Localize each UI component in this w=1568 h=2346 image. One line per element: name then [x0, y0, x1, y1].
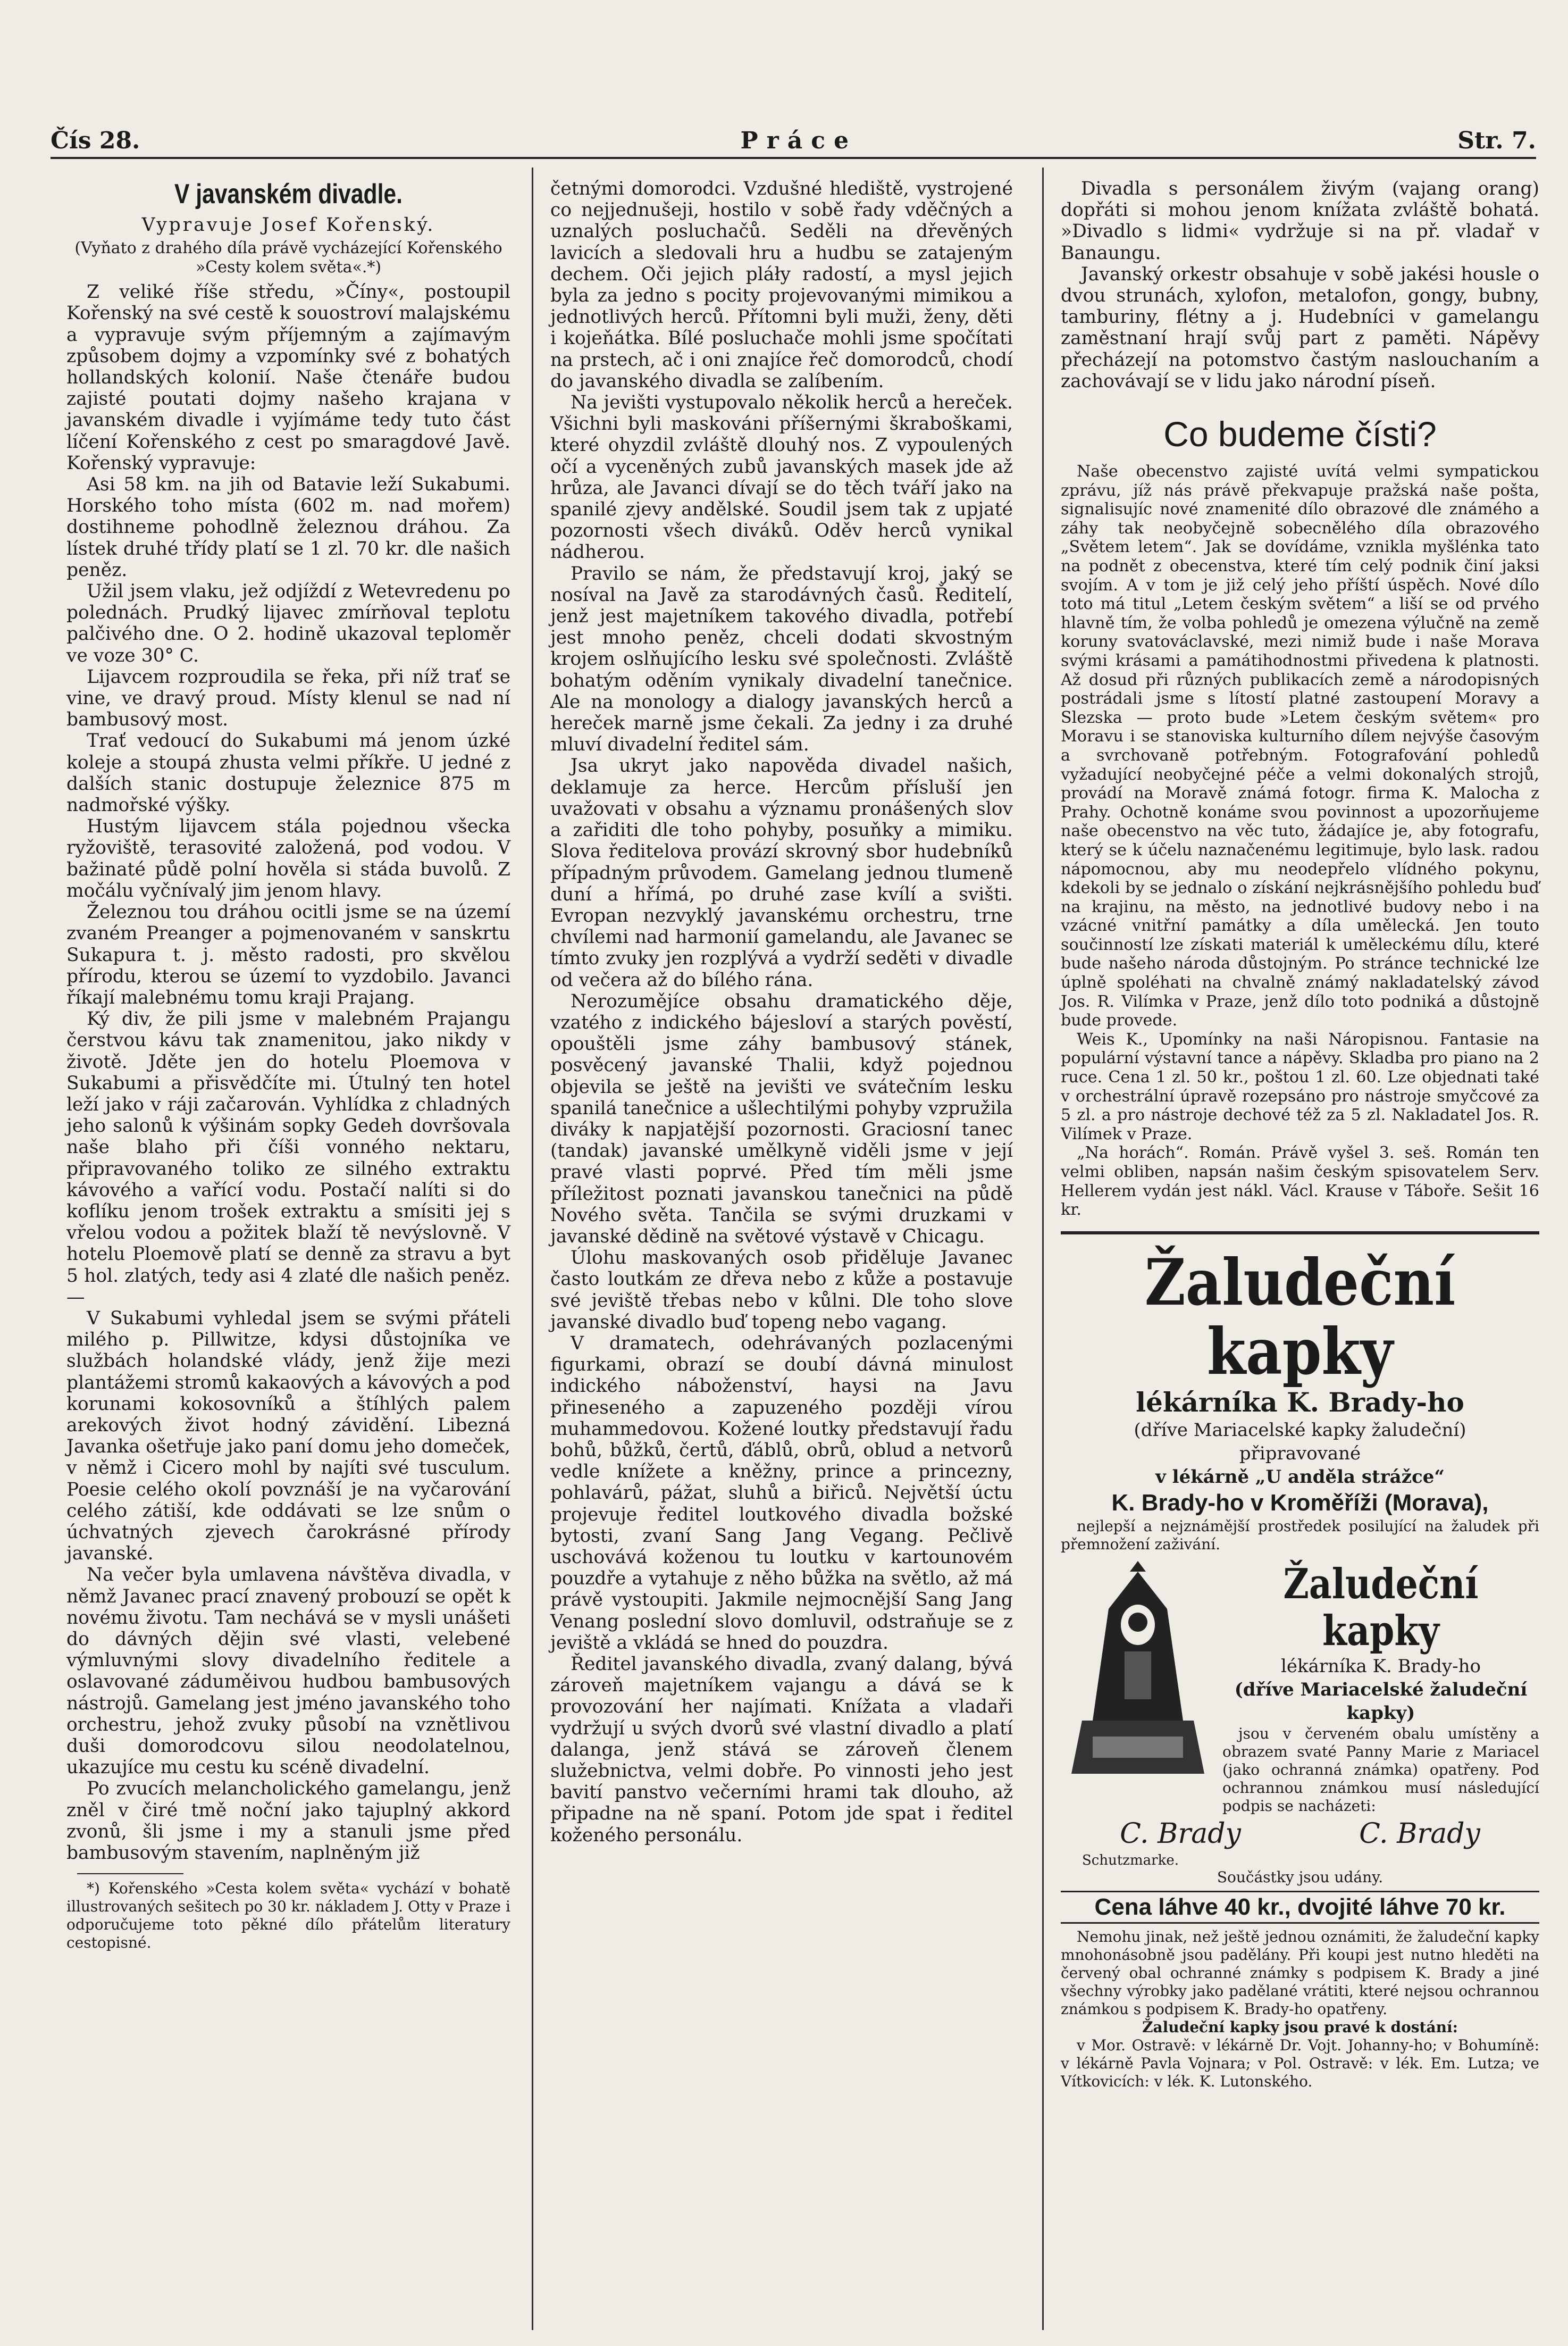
ad-schutzmarke: Schutzmarke.	[1082, 1852, 1179, 1868]
paragraph: Ký div, že pili jsme v malebném Prajangu čerstvou kávu tak znamenitou, jako nikdy v životě. Jděte jen do hotelu Ploemova v Sukabumi a přisvědčíte mi. Útulný ten hotel leží jako v ráji začarován. Vyhlídka z chladných jeho salonů k výšinám sopky Gedeh dovršovala naše blaho při číši vonného nektaru, připravovaného toliko ze silného extraktu kávového a vařící vodu. Postačí nalíti si do koflíku jenom trošek extraktu a smísiti jej s vřelou vodou a požitek blaží tě nevýslovně. V hotelu Ploemově platí se denně za stravu a byt 5 hol. zlatých, tedy asi 4 zlaté dle našich peněz. —	[66, 1008, 510, 1308]
column-2	[550, 178, 1013, 1846]
ad-product-text	[1222, 1561, 1539, 1815]
paragraph: Weis K., Upomínky na naši Náropisnou. Fantasie na populární výstavní tance a nápěvy. Skladba pro piano na 2 ruce. Cena 1 zl. 50 kr., poštou 1 zl. 60. Lze objednati také v orchestrální úpravě rozepsáno pro nástroje smyčcové za 5 zl. a pro nástroje dechové též za 5 zl. Nakladatel Jos. R. Vilímek v Praze.	[1061, 1030, 1539, 1143]
paragraph: Divadla s personálem živým (vajang orang) dopřáti si mohou jenom knížata zvláště bohatá. »Divadlo s lidmi« vydržuje si na př. vladař v Banaungu.	[1061, 178, 1539, 264]
signature-right: C. Brady	[1359, 1817, 1480, 1850]
footnote-rule	[77, 1873, 183, 1874]
paragraph: Železnou tou dráhou ocitli jsme se na území zvaném Preanger a pojmenovaném v sanskrtu Sukapura t. j. město radosti, pro skvělou přírodu, kterou se území to vyzdobilo. Javanci říkají malebnému tomu kraji Prajang.	[66, 901, 510, 1008]
paragraph: Úlohu maskovaných osob přiděluje Javanec často loutkám ze dřeva nebo z kůže a postavuje své jeviště třebas nebo v kůlni. Dle toho slove javanské divadlo buď topeng nebo vagang.	[550, 1247, 1013, 1333]
paragraph: Naše obecenstvo zajisté uvítá velmi sympatickou zprávu, jíž nás právě překvapuje pražská naše pošta, signalisujíc nové znamenité dílo obrazové dle známého a záhy tak neobyčejně sobecnělého díla obrazového „Světem letem“. Jak se dovídáme, vznikla myšlénka tato na podnět z obecenstva, které tím celý podnik činí jaksi svojím. A v tom je již celý jeho příští úspěch. Nové dílo toto má titul „Letem českým světem“ a liší se od prvého hlavně tím, že volba pohledů je omezena výlučně na země koruny svatováclavské, mezi nimiž bude i naše Morava svými krásami a památihodnostmi přivedena k platnosti. Až dosud při různých publikacích země a národopisných postrádali jsme s lítostí platné zastoupení Moravy a Slezska — proto bude »Letem českým světem« pro Moravu i se stanoviska kulturního dílem nejvýše časovým a svrchovaně potřebným. Fotografování pohledů vyžadující neobyčejné péče a velmi dokonalých strojů, provádí na Moravě známá fotogr. firma K. Malocha z Prahy. Ochotně konáme svou povinnost a upozorňujeme naše obecenstvo na věc tuto, žádajíce je, aby fotografu, který se k účelu naznačenému legitimuje, bylo lask. radou nápomocnou, aby mu neodepřelo vlídného pokynu, kdekoli by se jednalo o získání nejkrásnějšího pohledu buď na krajinu, na město, na jednotlivé budovy nebo i na vzácné vnitřní památky a díla umělecká. Jen touto součinností lze získati materiál k uměleckému dílu, které bude našeho národa důstojným. Po stránce technické lze úplně spoléhati na chvalně známý nakladatelský závod Jos. R. Vilímka v Praze, jenž dílo toto podniká a důstojně bude provede.	[1061, 462, 1539, 1030]
paragraph: četnými domorodci. Vzdušné hlediště, vystrojené co nejjednušeji, hostilo v sobě řady vděčných a uznalých posluchačů. Seděli na dřevěných lavicích a sledovali hru a hudbu se zatajeným dechem. Oči jejich pláły radostí, a mysl jejich byla za jedno s pocity projevovanými mimikou a jednotlivých herců. Přítomni byli muži, ženy, děti i kojeňátka. Bílé posluchače mohli jsme spočítati na prstech, ač i oni znajíce řeč domorodců, chodí do javanského divadla se zalíbením.	[550, 178, 1013, 392]
paragraph: Jsa ukryt jako napověda divadel našich, deklamuje za herce. Hercům přísluší jen uvažovati v obsahu a významu pronášených slov a zařiditi dle toho pohyby, posuňky a mimiku. Slova ředitelova provází skrovný sbor hudebníků případným průvodem. Gamelang jednou tlumeně duní a hřímá, po druhé zase kvílí a svišti. Evropan nezvyklý javanskému orchestru, trne chvílemi nad harmonií gamelandu, ale Javanec se tímto zvuky jen rozplývá a vydrží seděti v divadle od večera až do bílého rána.	[550, 755, 1013, 991]
issue-number: Čís 28.	[51, 127, 140, 154]
article-title: V javanském divadle.	[174, 179, 403, 210]
ad-inner-subtitle: lékárníka K. Brady-ho	[1281, 1655, 1481, 1677]
paragraph: Užil jsem vlaku, jež odjíždí z Wetevredenu po polednách. Prudký lijavec zmírňoval teplotu palčivého dne. O 2. hodině ukazoval teploměr ve voze 30° C.	[66, 581, 510, 666]
paragraph: Ředitel javanského divadla, zvaný dalang, bývá zároveň majetníkem vajangu a dává se k provozování her najímati. Knížata a vladaři vydržují u svých dvorů své vlastní divadlo a platí dalanga, jenž stává se zároveň členem služebnictva, velmi dobře. Po vinnosti jeho jest bavití panstvo večerními hrami tak dlouho, až připadne na ně spaní. Potom jde spat i ředitel koženého personálu.	[550, 1654, 1013, 1846]
ad-inner-formerly: (dříve Mariacelské žaludeční kapky)	[1234, 1679, 1528, 1724]
paragraph: Asi 58 km. na jih od Batavie leží Sukabumi. Horského toho místa (602 m. nad mořem) dostihneme pohodlně železnou dráhou. Za lístek druhé třídy platí se 1 zl. 70 kr. dle našich peněz.	[66, 474, 510, 581]
signature-row	[1061, 1815, 1539, 1852]
header-rule	[51, 157, 1536, 159]
footnote: *) Kořenského »Cesta kolem světa« vychází v bohatě illustrovaných sešitech po 30 kr. nákladem J. Otty v Praze i odporučujeme toto pěkné dílo přátelům literatury cestopisné.	[66, 1880, 510, 1952]
article-source-note: (Vyňato z drahého díla právě vycházející Kořenského »Cesty kolem světa«.*)	[74, 239, 502, 277]
paragraph: Na jevišti vystupovalo několik herců a hereček. Všichni byli maskováni příšernými škraboškami, které ohyzdil zvláště dlouhý nos. Z vypoulených očí a vyceněných zubů javanských masek jde až hrůza, ale Javanci dívají se do těch tváří jako na spanilé zjevy andělské. Soudil jsem tak z upjaté pozornosti všech diváků. Oděv herců vynikal nádherou.	[550, 392, 1013, 563]
reviews-section	[1061, 462, 1539, 1220]
section-title: Co budeme čísti?	[1163, 414, 1437, 454]
ad-title: Žaludeční kapky	[1144, 1245, 1456, 1389]
paragraph: „Na horách“. Román. Právě vyšel 3. seš. Román ten velmi obliben, napsán našim českým spisovatelem Serv. Hellerem vydán jest nákl. Václ. Krause v Táboře. Sešit 16 kr.	[1061, 1143, 1539, 1220]
ad-maker: K. Brady-ho v Kroměříži (Morava),	[1111, 1489, 1489, 1516]
ad-locations: v Mor. Ostravě: v lékárně Dr. Vojt. Johanny-ho; v Bohumíně: v lékárně Pavla Vojnara; v Pol. Ostravě: v lék. Em. Lutza; ve Vítkovicích: v lék. K. Lutonského.	[1061, 2036, 1539, 2090]
ad-formerly: (dříve Mariacelské kapky žaludeční)	[1134, 1419, 1466, 1441]
ad-pharmacy: v lékárně „U anděla strážce“	[1155, 1466, 1445, 1488]
ad-prepared: připravované	[1239, 1442, 1361, 1464]
paragraph: Lijavcem rozproudila se řeka, při níž trať se vine, ve dravý proud. Místy klenul se nad ní bambusový most.	[66, 666, 510, 731]
paragraph: Pravilo se nám, že představují kroj, jaký se nosíval na Javě za starodávných časů. Ředitelí, jenž jest majetníkem takového divadla, potřebí jest mnoho peněz, chceli dodati skvostným krojem oslňujícího lesku své společnosti. Zvláště bohatým oděním vynikaly divadelní tanečnice. Ale na monology a dialogy javanských herců a hereček marně jsme čekali. Za jedny i za druhé mluví divadelní ředitel sám.	[550, 563, 1013, 756]
ad-available: Žaludeční kapky jsou pravé k dostání:	[1142, 2018, 1458, 2036]
paragraph: Z veliké říše středu, »Číny«, postoupil Kořenský na své cestě k souostroví malajskému a vypravuje svým příjemným a zajímavým způsobem dojmy a vzpomínky své z bohatých hollandských kolonií. Naše čtenáře budou zajisté poutati dojmy našeho krajana v javanském divadle i vyjímáme tedy tuto část líčení Kořenského z cest po smaragdové Javě. Kořenský vypravuje:	[66, 281, 510, 474]
paragraph: Trať vedoucí do Sukabumi má jenom úzké koleje a stoupá zhusta velmi příkře. U jedné z dalších stanic dostupuje železnice 875 m nadmořské výšky.	[66, 730, 510, 816]
page-number: Str. 7.	[1457, 127, 1536, 154]
ad-price: Cena láhve 40 kr., dvojité láhve 70 kr.	[1061, 1891, 1539, 1924]
ad-subtitle: lékárníka K. Brady-ho	[1136, 1386, 1464, 1418]
paragraph: Javanský orkestr obsahuje v sobě jakési housle o dvou strunách, xylofon, metalofon, gongy, bubny, tamburiny, flétny a j. Hudebníci v gamelangu zaměstnaní hrají svůj part z paměti. Nápěvy přecházejí na potomstvo častým naslouchaním a zachovávají se v lidu jako národní píseň.	[1061, 263, 1539, 392]
signature-left: C. Brady	[1120, 1817, 1241, 1850]
paragraph: Nerozumějíce obsahu dramatického děje, vzatého z indického bájesloví a starých pověstí, opouštěli jsme záhy bambusový stánek, posvěcený javanské Thalii, když pojednou objevila se ještě na jevišti ve svátečním lesku spanilá tanečnice a ušlechtilými pohyby vzpružila diváky k napjatější pozornosti. Graciosní tanec (tandak) javanské umělkyně viděli jsme v její pravé vlasti poprvé. Před tím měli jsme příležitost poznati javanskou tanečnici na půdě Nového světa. Tančila se svými druzkami v javanské dědině na světové výstavě v Chicagu.	[550, 990, 1013, 1247]
ad-product-box	[1061, 1561, 1539, 1815]
paragraph: Hustým lijavcem stála pojednou všecka ryžoviště, terasovité založená, pod vodou. V bažinaté půdě polní hověla si stáda buvolů. Z močálu vyčnívalý jim jenom hlavy.	[66, 816, 510, 901]
ad-claim: nejlepší a nejznámější prostředek posilující na žaludek při přemnožení zaživání.	[1061, 1517, 1539, 1553]
ad-warning: Nemohu jinak, než ještě jednou oznámiti, že žaludeční kapky mnohonásobně jsou padělány. Při koupi jest nutno hleděti na červený obal ochranné známky s podpisem K. Brady a jiné všechny výrobky jako padělané vrátiti, které nejsou ochrannou známkou s podpisem K. Brady-ho opatřeny.	[1061, 1927, 1539, 2018]
paragraph: Na večer byla umlavena návštěva divadla, v němž Javanec prací znavený probouzí se opět k novému životu. Tam nechává se v mysli unášeti do dávných dějin své vlasti, velebené výmluvnými slovy divadelního ředitele a oslavované záduměivou hudbou bambusových nástrojů. Gamelang jest jméno javanského toho orchestru, jehož zvuky působí na vznětlivou duši domorodcovu silou neodolatelnou, ukazujíce mu cestu ku scéně divadelní.	[66, 1564, 510, 1779]
ad-inner-title: Žaludeční kapky	[1283, 1559, 1479, 1655]
ad-parts: Součástky jsou udány.	[1217, 1868, 1383, 1886]
ad-inner-text: jsou v červeném obalu umístěny a obrazem svaté Panny Marie z Mariacel (jako ochranná známka) opatřeny. Pod ochrannou známkou musí následující podpis se nacházeti:	[1222, 1724, 1539, 1815]
page-header	[51, 122, 1536, 154]
column-3	[1061, 178, 1539, 2091]
column-divider	[532, 168, 533, 2330]
masthead-title: Práce	[740, 127, 858, 154]
paragraph: V dramatech, odehrávaných pozlacenými figurkami, obrazí se doubí dávná minulost indického náboženství, haysi na Javu přineseného a zapuzeného později vírou muhammedovou. Kožené loutky představují řadu bohů, bůžků, čertů, ďáblů, obrů, oblud a netvorů vedle knížete a kněžny, prince a princezny, pohlavárů, pážat, sluhů a biřiců. Největší úctu projevuje ředitel loutkového divadla božské bytosti, zvaní Sang Jang Vegang. Pečlivě uschovává koženou tu loutku v kartounovém pouzdře a vytahuje z něho bůžka na světlo, až má právě vystoupiti. Jakmile nejmocnější Sang Jang Venang poslední slovo domluvil, odstraňuje se z jeviště a vkládá se hned do pouzdra.	[550, 1332, 1013, 1654]
madonna-bottle-illustration	[1061, 1561, 1215, 1784]
advertisement	[1061, 1231, 1539, 2091]
paragraph: V Sukabumi vyhledal jsem se svými přáteli milého p. Pillwitze, kdysi důstojníka ve službách holandské vlády, jenž žije mezi plantážemi stromů kakaových a kávových a pod korunami kokosovníků a štíhlých palem arekových život hodný závidění. Libezná Javanka ošetřuje jako paní domu jeho domeček, v němž i Cicero mohl by najíti své tusculum. Poesie celého okolí povznáší je na vyčarování celého zátiší, kde oddávati se lze snům o úchvatných zjevech čarokrásné přírody javanské.	[66, 1307, 510, 1565]
paragraph: Po zvucích melancholického gamelangu, jenž zněl v čiré tmě noční jako tajuplný akkord zvonů, šli jsme i my a stanuli jsme před bambusovým stavením, naplněným již	[66, 1778, 510, 1864]
column-divider	[1042, 168, 1044, 2330]
article-byline: Vypravuje Josef Kořenský.	[141, 214, 435, 236]
column-1	[66, 178, 510, 1952]
